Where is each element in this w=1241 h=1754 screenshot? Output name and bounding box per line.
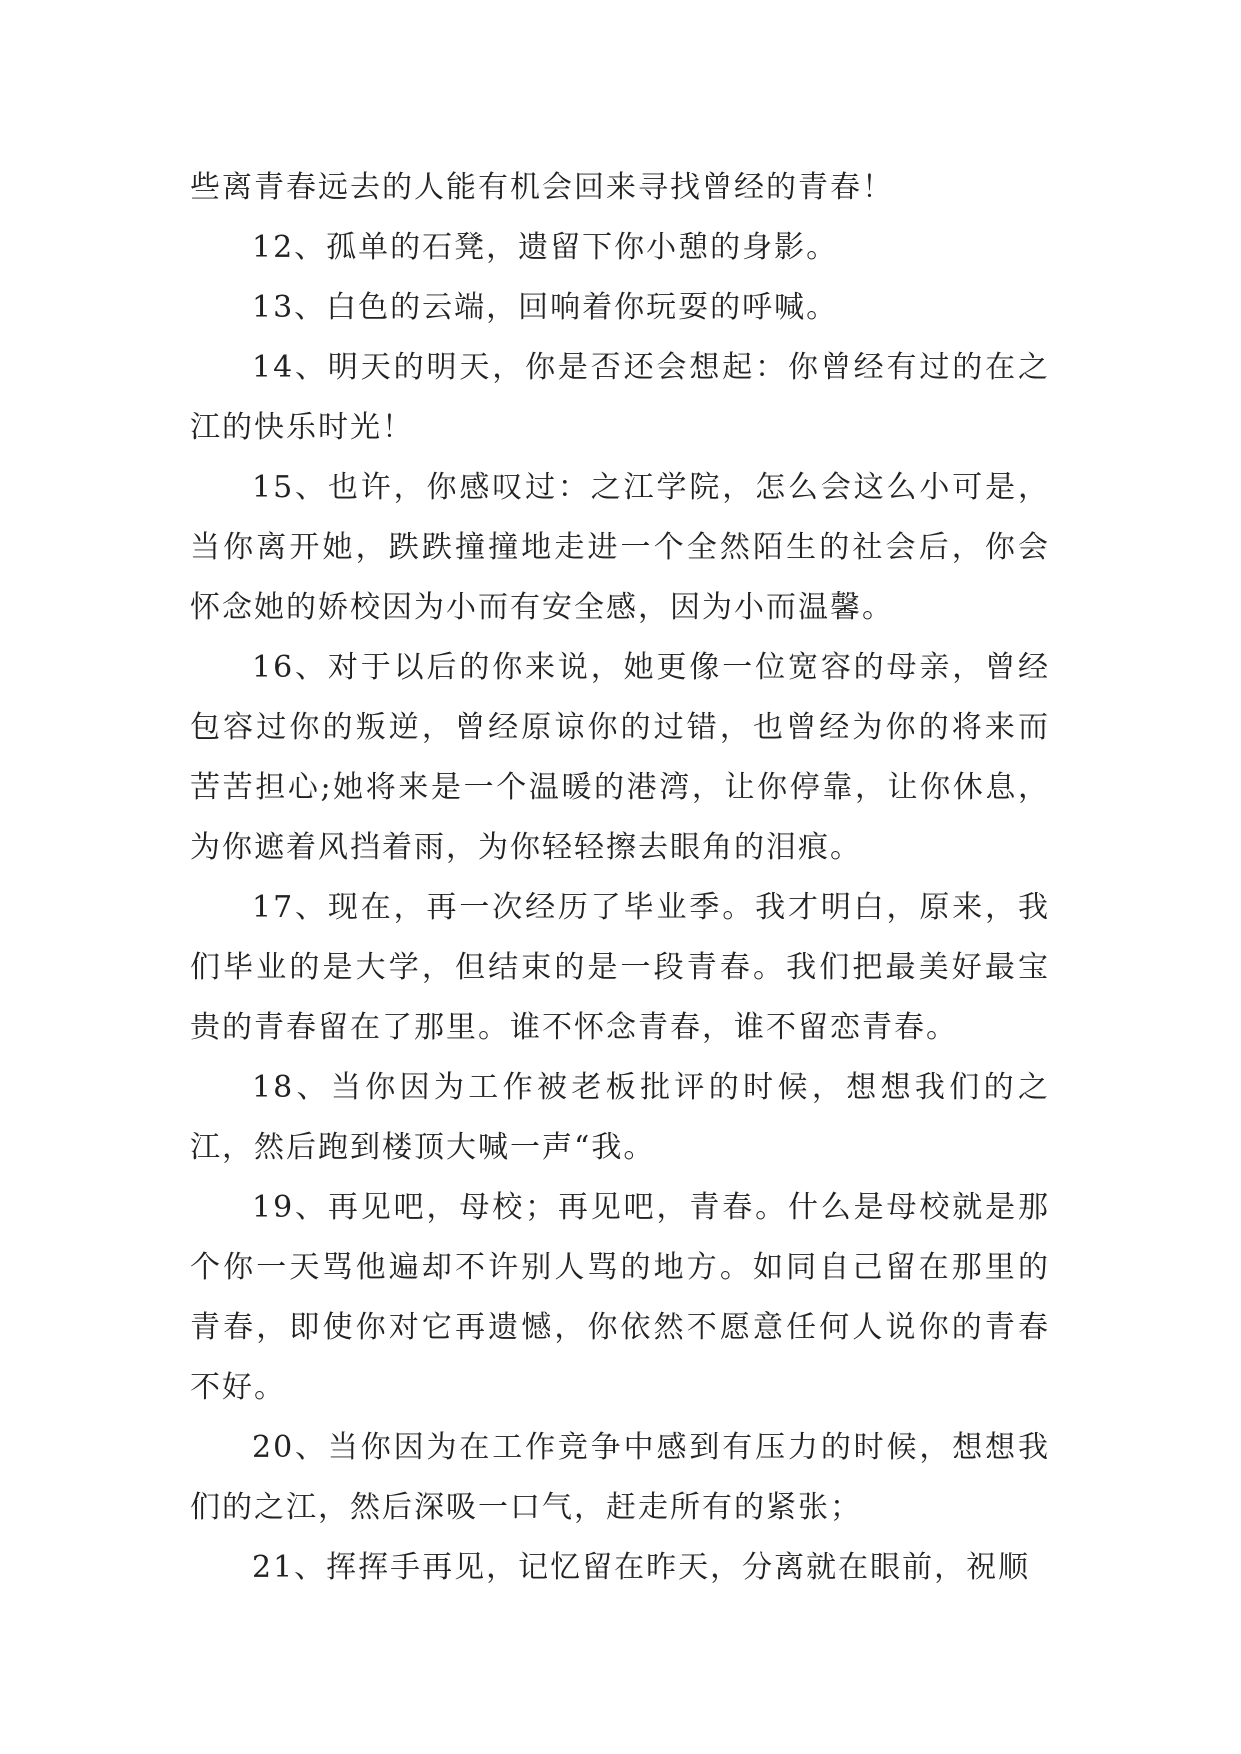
paragraph: 16、对于以后的你来说，她更像一位宽容的母亲，曾经包容过你的叛逆，曾经原谅你的过错，也曾经为你的将来而苦苦担心;她将来是一个温暖的港湾，让你停靠，让你休息，为你遮着风挡着雨，为你轻轻擦去眼角的泪痕。 — [190, 650, 1050, 865]
paragraph: 17、现在，再一次经历了毕业季。我才明白，原来，我们毕业的是大学，但结束的是一段青春。我们把最美好最宝贵的青春留在了那里。谁不怀念青春，谁不留恋青春。 — [190, 890, 1050, 1045]
paragraph: 15、也许，你感叹过：之江学院，怎么会这么小可是，当你离开她，跌跌撞撞地走进一个全然陌生的社会后，你会怀念她的娇校因为小而有安全感，因为小而温馨。 — [190, 470, 1050, 625]
paragraph: 19、再见吧，母校；再见吧，青春。什么是母校就是那个你一天骂他遍却不许别人骂的地方。如同自己留在那里的青春，即使你对它再遗憾，你依然不愿意任何人说你的青春不好。 — [190, 1190, 1050, 1405]
paragraph: 21、挥挥手再见，记忆留在昨天，分离就在眼前，祝顺 — [252, 1550, 1031, 1585]
document-body — [190, 158, 1050, 1598]
paragraph: 14、明天的明天，你是否还会想起：你曾经有过的在之江的快乐时光！ — [190, 350, 1050, 445]
paragraph: 20、当你因为在工作竞争中感到有压力的时候，想想我们的之江，然后深吸一口气，赶走所有的紧张； — [190, 1430, 1050, 1525]
paragraph: 13、白色的云端，回响着你玩耍的呼喊。 — [252, 290, 839, 325]
paragraph: 18、当你因为工作被老板批评的时候，想想我们的之江，然后跑到楼顶大喊一声“我。 — [190, 1070, 1050, 1165]
paragraph: 些离青春远去的人能有机会回来寻找曾经的青春！ — [190, 170, 894, 205]
paragraph: 12、孤单的石凳，遗留下你小憩的身影。 — [252, 230, 839, 265]
